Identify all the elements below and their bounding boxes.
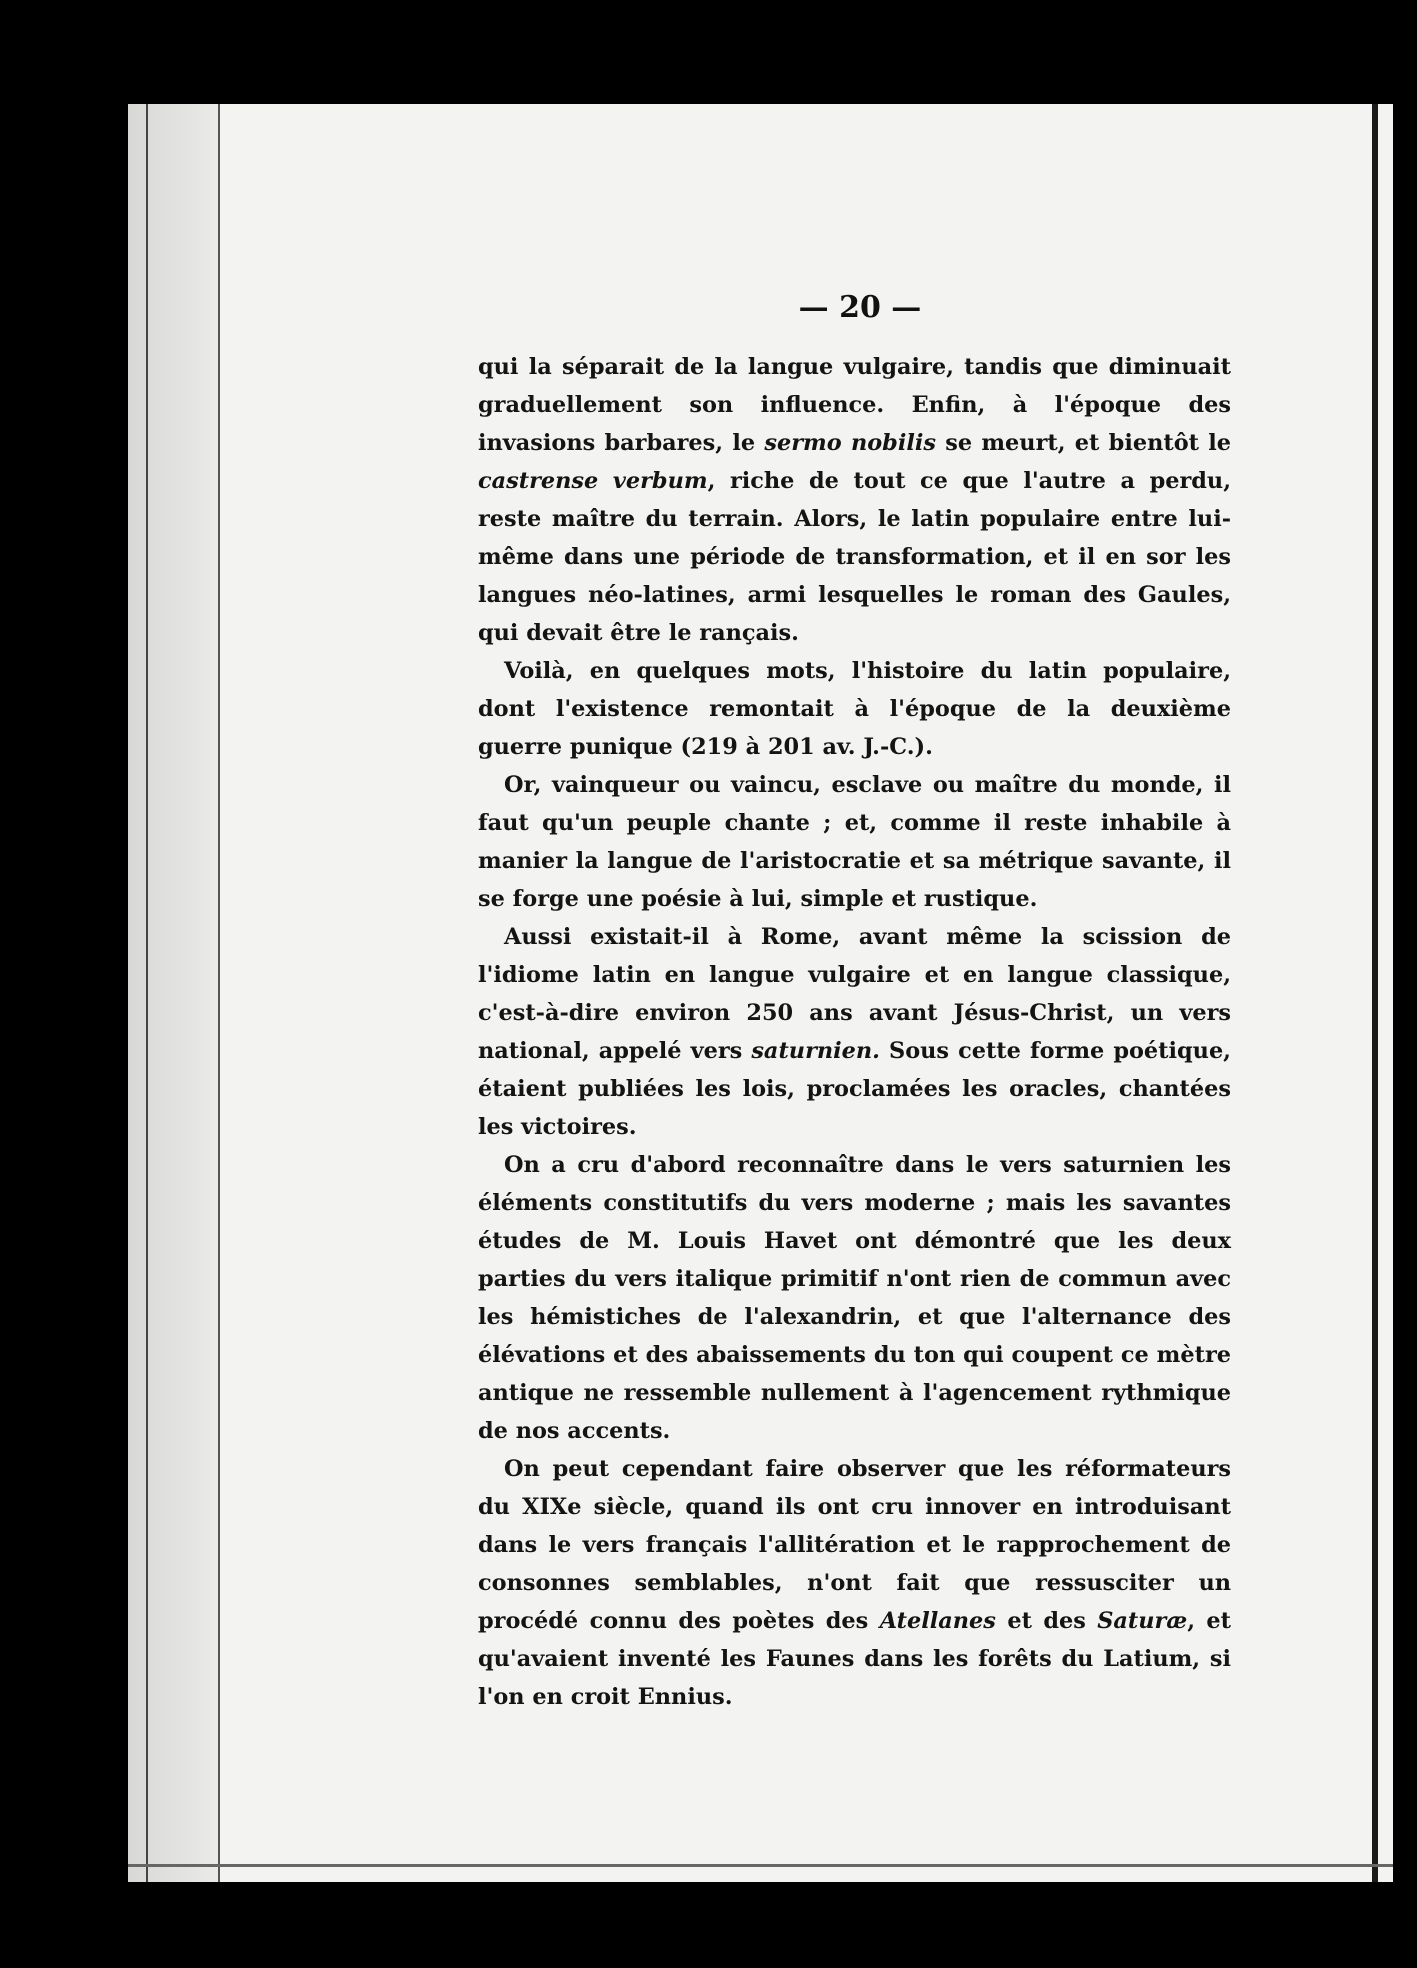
- bottom-page-edge: [128, 1864, 1393, 1867]
- text-run: Or, vainqueur ou vaincu, esclave ou maître du monde, il faut qu'un peuple chante ; et, comme il reste inhabile à manier la langue de l'aristocratie et sa métrique savante, il se forge une poésie à lui, simple et rustique.: [478, 772, 1231, 912]
- text-run: , et qu'avaient inventé les Faunes dans les forêts du Latium, si l'on en croit Ennius.: [478, 1608, 1232, 1710]
- right-page-edge: [1372, 104, 1378, 1882]
- body-text: [478, 348, 1231, 1716]
- text-run: , riche de tout ce que l'autre a perdu, reste maître du terrain. Alors, le latin populaire entre lui-même dans une période de transformation, et il en sor les langues néo-latines, armi lesquelles le roman des Gaules, qui devait être le rançais.: [478, 468, 1231, 646]
- text-run: qui la séparait de la langue vulgaire, tandis que diminuait graduellement son influence. Enfin, à l'époque des invasions barbares, le: [478, 354, 1231, 456]
- binding-edge: [128, 104, 220, 1882]
- text-run: se meurt, et bientôt le: [935, 430, 1231, 456]
- italic-term: castrense verbum: [478, 468, 708, 494]
- text-run: Voilà, en quelques mots, l'histoire du latin populaire, dont l'existence remontait à l'époque de la deuxième guerre punique (219 à 201 av. J.-C.).: [478, 658, 1231, 760]
- text-run: Sous cette forme poétique, étaient publiées les lois, proclamées les oracles, chantées les victoires.: [478, 1038, 1231, 1140]
- paragraph: [478, 1146, 1231, 1450]
- italic-term: Saturæ: [1097, 1608, 1188, 1634]
- text-run: On a cru d'abord reconnaître dans le vers saturnien les éléments constitutifs du vers moderne ; mais les savantes études de M. Louis Havet ont démontré que les deux parties du vers italique primitif n'ont rien de commun avec les hémistiches de l'alexandrin, et que l'alternance des élévations et des abaissements du ton qui coupent ce mètre antique ne ressemble nullement à l'agencement rythmique de nos accents.: [478, 1152, 1231, 1444]
- text-run: On peut cependant faire observer que les réformateurs du XIXe siècle, quand ils ont cru innover en introduisant dans le vers français l'allitération et le rapprochement de consonnes semblables, n'ont fait que ressusciter un procédé connu des poètes des: [478, 1456, 1231, 1634]
- italic-term: sermo nobilis: [764, 430, 936, 456]
- paragraph: [478, 1450, 1231, 1716]
- paragraph: [478, 652, 1231, 766]
- italic-term: saturnien.: [751, 1038, 880, 1064]
- text-run: Aussi existait-il à Rome, avant même la scission de l'idiome latin en langue vulgaire et en langue classique, c'est-à-dire environ 250 ans avant Jésus-Christ, un vers national, appelé vers: [478, 924, 1231, 1064]
- text-run: et des: [995, 1608, 1098, 1634]
- binding-line: [146, 104, 148, 1882]
- paragraph: [478, 918, 1231, 1146]
- paragraph: [478, 766, 1231, 918]
- page-number: — 20 —: [798, 290, 922, 325]
- paragraph: [478, 348, 1231, 652]
- italic-term: Atellanes: [879, 1608, 996, 1634]
